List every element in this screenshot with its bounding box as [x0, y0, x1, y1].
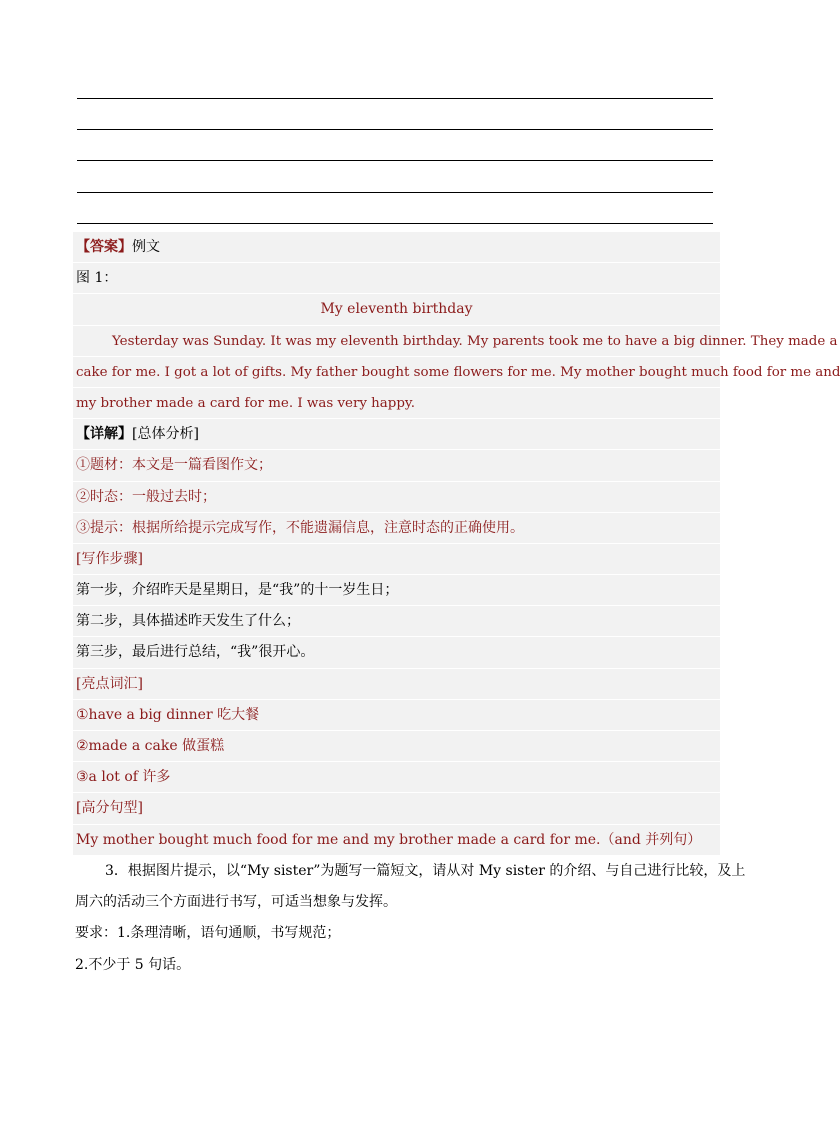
- question-requirement: 要求：1.条理清晰，语句通顺，书写规范；: [75, 925, 341, 942]
- writing-line: [77, 129, 713, 130]
- answer-tag: 【答案】: [76, 239, 132, 255]
- question-block: [75, 856, 746, 981]
- steps-heading: [写作步骤]: [73, 544, 720, 575]
- essay-line: cake for me. I got a lot of gifts. My father bought some flowers for me. My mother bought much food for me and: [73, 357, 720, 388]
- question-requirement: 2.不少于 5 句话。: [75, 956, 191, 973]
- step-item: 第三步，最后进行总结，“我”很开心。: [73, 637, 720, 668]
- writing-line: [77, 192, 713, 193]
- detail-tag-after: [总体分析]: [132, 426, 199, 443]
- figure-label: 图 1：: [73, 263, 720, 294]
- essay-line: my brother made a card for me. I was very happy.: [73, 388, 720, 419]
- step-item: 第二步，具体描述昨天发生了什么；: [73, 606, 720, 637]
- answer-tag-after: 例文: [132, 239, 160, 255]
- vocab-item: ③a lot of 许多: [73, 762, 720, 793]
- detail-tag: 【详解】: [76, 426, 132, 443]
- vocab-item: ①have a big dinner 吃大餐: [73, 700, 720, 731]
- vocab-item: ②made a cake 做蛋糕: [73, 731, 720, 762]
- question-line: 3．根据图片提示，以“My sister”为题写一篇短文，请从对 My sister 的介绍、与自己进行比较，及上: [105, 863, 746, 879]
- essay-title: My eleventh birthday: [73, 294, 720, 325]
- analysis-item: ②时态：一般过去时；: [73, 482, 720, 513]
- answer-heading: [73, 232, 720, 263]
- writing-line: [77, 160, 713, 161]
- essay-line: Yesterday was Sunday. It was my eleventh birthday. My parents took me to have a big dinner. They made a: [73, 326, 720, 357]
- vocab-heading: [亮点词汇]: [73, 669, 720, 700]
- analysis-item: ③提示：根据所给提示完成写作，不能遗漏信息，注意时态的正确使用。: [73, 513, 720, 544]
- detail-heading: [73, 419, 720, 450]
- answer-block: [73, 232, 840, 856]
- writing-line: [77, 98, 713, 99]
- question-line: 周六的活动三个方面进行书写，可适当想象与发挥。: [75, 894, 397, 911]
- analysis-item: ①题材：本文是一篇看图作文；: [73, 450, 720, 481]
- step-item: 第一步，介绍昨天是星期日，是“我”的十一岁生日；: [73, 575, 720, 606]
- writing-line: [77, 223, 713, 224]
- sentence-pattern: My mother bought much food for me and my brother made a card for me.（and 并列句）: [73, 825, 720, 856]
- sentence-heading: [高分句型]: [73, 793, 720, 824]
